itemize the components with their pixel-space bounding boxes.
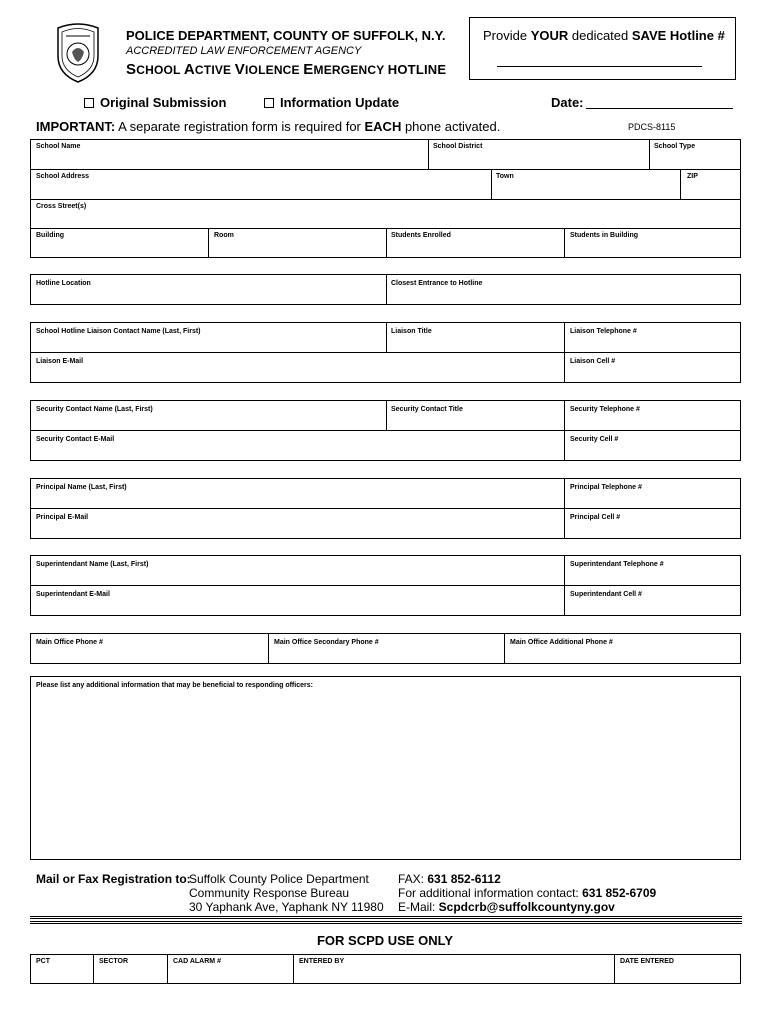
town-field[interactable]: Town [496, 173, 514, 180]
information-update-option[interactable]: Information Update [264, 95, 399, 110]
save-hotline-box [469, 17, 736, 80]
original-submission-option[interactable]: Original Submission [84, 95, 226, 110]
liaison-name-field[interactable]: School Hotline Liaison Contact Name (Last, First) [36, 328, 201, 335]
agency-subtitle: ACCREDITED LAW ENFORCEMENT AGENCY [126, 45, 362, 57]
liaison-title-field[interactable]: Liaison Title [391, 328, 432, 335]
department-title: POLICE DEPARTMENT, COUNTY OF SUFFOLK, N.Y. [126, 28, 446, 43]
checkbox-icon[interactable] [84, 98, 94, 108]
security-email-field[interactable]: Security Contact E-Mail [36, 436, 115, 443]
cross-streets-field[interactable]: Cross Street(s) [36, 203, 87, 210]
liaison-email-field[interactable]: Liaison E-Mail [36, 358, 84, 365]
school-district-field[interactable]: School District [433, 143, 483, 150]
liaison-cell-field[interactable]: Liaison Cell # [570, 358, 616, 365]
police-seal-icon [52, 22, 104, 84]
checkbox-icon[interactable] [264, 98, 274, 108]
superintendant-cell-field[interactable]: Superintendant Cell # [570, 591, 642, 598]
security-cell-field[interactable]: Security Cell # [570, 436, 619, 443]
additional-info-label: Please list any additional information that may be beneficial to responding officers: [36, 682, 313, 689]
main-office-additional-phone-field[interactable]: Main Office Additional Phone # [510, 639, 613, 646]
school-type-field[interactable]: School Type [654, 143, 696, 150]
program-title: SCHOOL ACTIVE VIOLENCE EMERGENCY HOTLINE [126, 61, 447, 78]
main-office-secondary-phone-field[interactable]: Main Office Secondary Phone # [274, 639, 379, 646]
principal-email-field[interactable]: Principal E-Mail [36, 514, 89, 521]
students-in-building-field[interactable]: Students in Building [570, 232, 639, 239]
principal-name-field[interactable]: Principal Name (Last, First) [36, 484, 127, 491]
principal-phone-field[interactable]: Principal Telephone # [570, 484, 642, 491]
save-hotline-field[interactable] [497, 66, 702, 67]
entered-by-field[interactable]: ENTERED BY [299, 958, 345, 965]
school-address-field[interactable]: School Address [36, 173, 90, 180]
contact-info: FAX: 631 852-6112 For additional information contact: 631 852-6709 E-Mail: Scpdcrb@suffolkcountyny.gov [398, 872, 657, 914]
school-name-field[interactable]: School Name [36, 143, 81, 150]
principal-cell-field[interactable]: Principal Cell # [570, 514, 621, 521]
superintendant-name-field[interactable]: Superintendant Name (Last, First) [36, 561, 149, 568]
students-enrolled-field[interactable]: Students Enrolled [391, 232, 451, 239]
main-office-phone-field[interactable]: Main Office Phone # [36, 639, 103, 646]
superintendant-phone-field[interactable]: Superintendant Telephone # [570, 561, 664, 568]
hotline-location-field[interactable]: Hotline Location [36, 280, 91, 287]
security-title-field[interactable]: Security Contact Title [391, 406, 463, 413]
liaison-phone-field[interactable]: Liaison Telephone # [570, 328, 637, 335]
date-field[interactable] [586, 108, 733, 109]
mail-fax-label: Mail or Fax Registration to: [36, 872, 191, 886]
main-office-block [30, 633, 741, 664]
mailing-address: Suffolk County Police Department Community Response Bureau 30 Yaphank Ave, Yaphank NY 11980 [189, 872, 384, 914]
superintendant-email-field[interactable]: Superintendant E-Mail [36, 591, 110, 598]
room-field[interactable]: Room [214, 232, 234, 239]
sector-field[interactable]: SECTOR [99, 958, 129, 965]
divider [30, 921, 742, 924]
date-entered-field[interactable]: DATE ENTERED [620, 958, 674, 965]
important-notice: IMPORTANT: A separate registration form is required for EACH phone activated. [36, 119, 501, 134]
scpd-use-only-title: FOR SCPD USE ONLY [316, 933, 454, 948]
cad-alarm-field[interactable]: CAD ALARM # [173, 958, 221, 965]
form-code: PDCS-8115 [628, 122, 676, 132]
security-name-field[interactable]: Security Contact Name (Last, First) [36, 406, 153, 413]
security-phone-field[interactable]: Security Telephone # [570, 406, 640, 413]
building-field[interactable]: Building [36, 232, 64, 239]
save-hotline-label: Provide YOUR dedicated SAVE Hotline # [483, 28, 725, 43]
divider [30, 916, 742, 919]
additional-info-block[interactable] [30, 676, 741, 860]
pct-field[interactable]: PCT [36, 958, 50, 965]
closest-entrance-field[interactable]: Closest Entrance to Hotline [391, 280, 483, 287]
zip-field[interactable]: ZIP [687, 173, 698, 180]
date-label: Date: [551, 95, 584, 110]
